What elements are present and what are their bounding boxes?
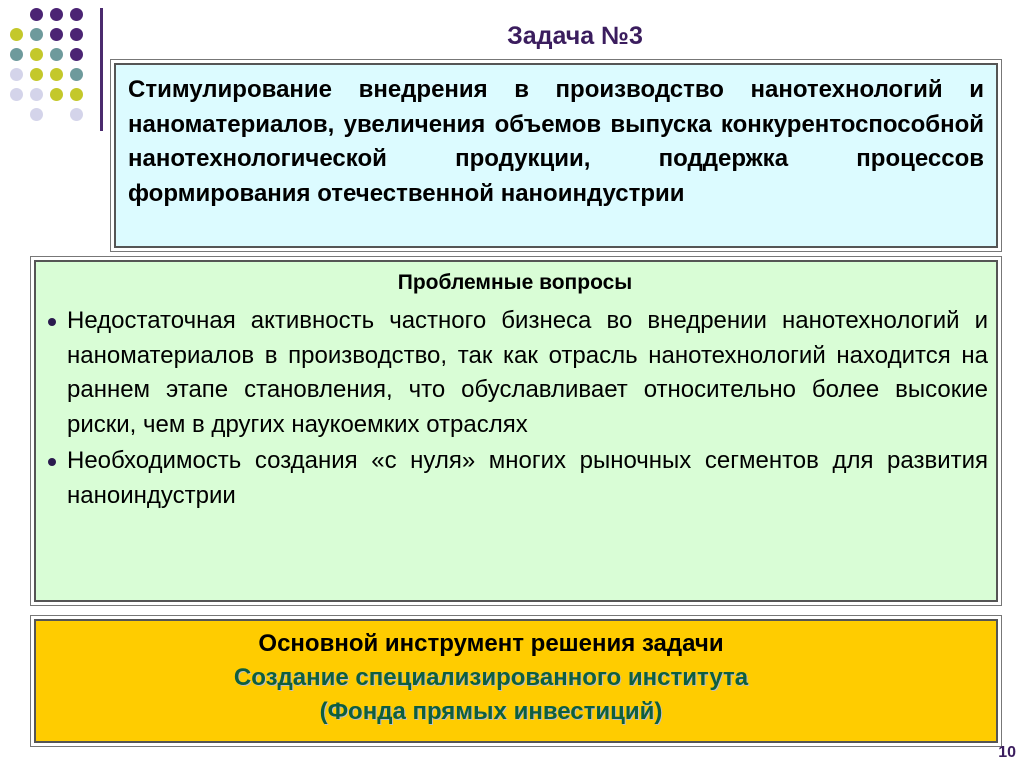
decorative-dot bbox=[30, 68, 43, 81]
decorative-dot bbox=[70, 8, 83, 21]
list-item bbox=[42, 444, 988, 513]
list-item bbox=[42, 304, 988, 442]
problems-box bbox=[30, 256, 1002, 606]
problem-text: Необходимость создания «с нуля» многих рыночных сегментов для развития наноиндустрии bbox=[67, 447, 988, 509]
problems-list bbox=[42, 304, 988, 514]
instrument-box bbox=[30, 615, 1002, 747]
slide-title: Задача №3 bbox=[507, 22, 643, 50]
decorative-dot bbox=[30, 108, 43, 121]
decorative-dot bbox=[50, 88, 63, 101]
instrument-line: Создание специализированного института bbox=[233, 664, 749, 691]
page-number: 10 bbox=[998, 744, 1016, 761]
decorative-dot bbox=[10, 68, 23, 81]
goal-text: Стимулирование внедрения в производство нанотехнологий и наноматериалов, увеличения объемов выпуска конкурентоспособной нанотехнологической продукции, поддержка процессов формирования отечественной наноиндустрии bbox=[114, 63, 998, 248]
decorative-dot bbox=[30, 8, 43, 21]
bullet-icon bbox=[48, 318, 56, 326]
decorative-dot bbox=[10, 88, 23, 101]
decorative-dot bbox=[50, 8, 63, 21]
decorative-dot bbox=[30, 88, 43, 101]
problem-text: Недостаточная активность частного бизнеса во внедрении нанотехнологий и наноматериалов в производство, так как отрасль нанотехнологий находится на раннем этапе становления, что обуславливает относительно более высокие риски, чем в других наукоемких отраслях bbox=[67, 307, 988, 438]
problems-heading: Проблемные вопросы bbox=[397, 271, 633, 294]
decorative-dot bbox=[50, 68, 63, 81]
instrument-subline: (Фонда прямых инвестиций) bbox=[319, 698, 663, 725]
decorative-dot bbox=[70, 68, 83, 81]
instrument-heading: Основной инструмент решения задачи bbox=[258, 630, 724, 657]
decorative-dot bbox=[70, 108, 83, 121]
goal-box bbox=[110, 59, 1002, 252]
decorative-dot bbox=[70, 88, 83, 101]
bullet-icon bbox=[48, 458, 56, 466]
